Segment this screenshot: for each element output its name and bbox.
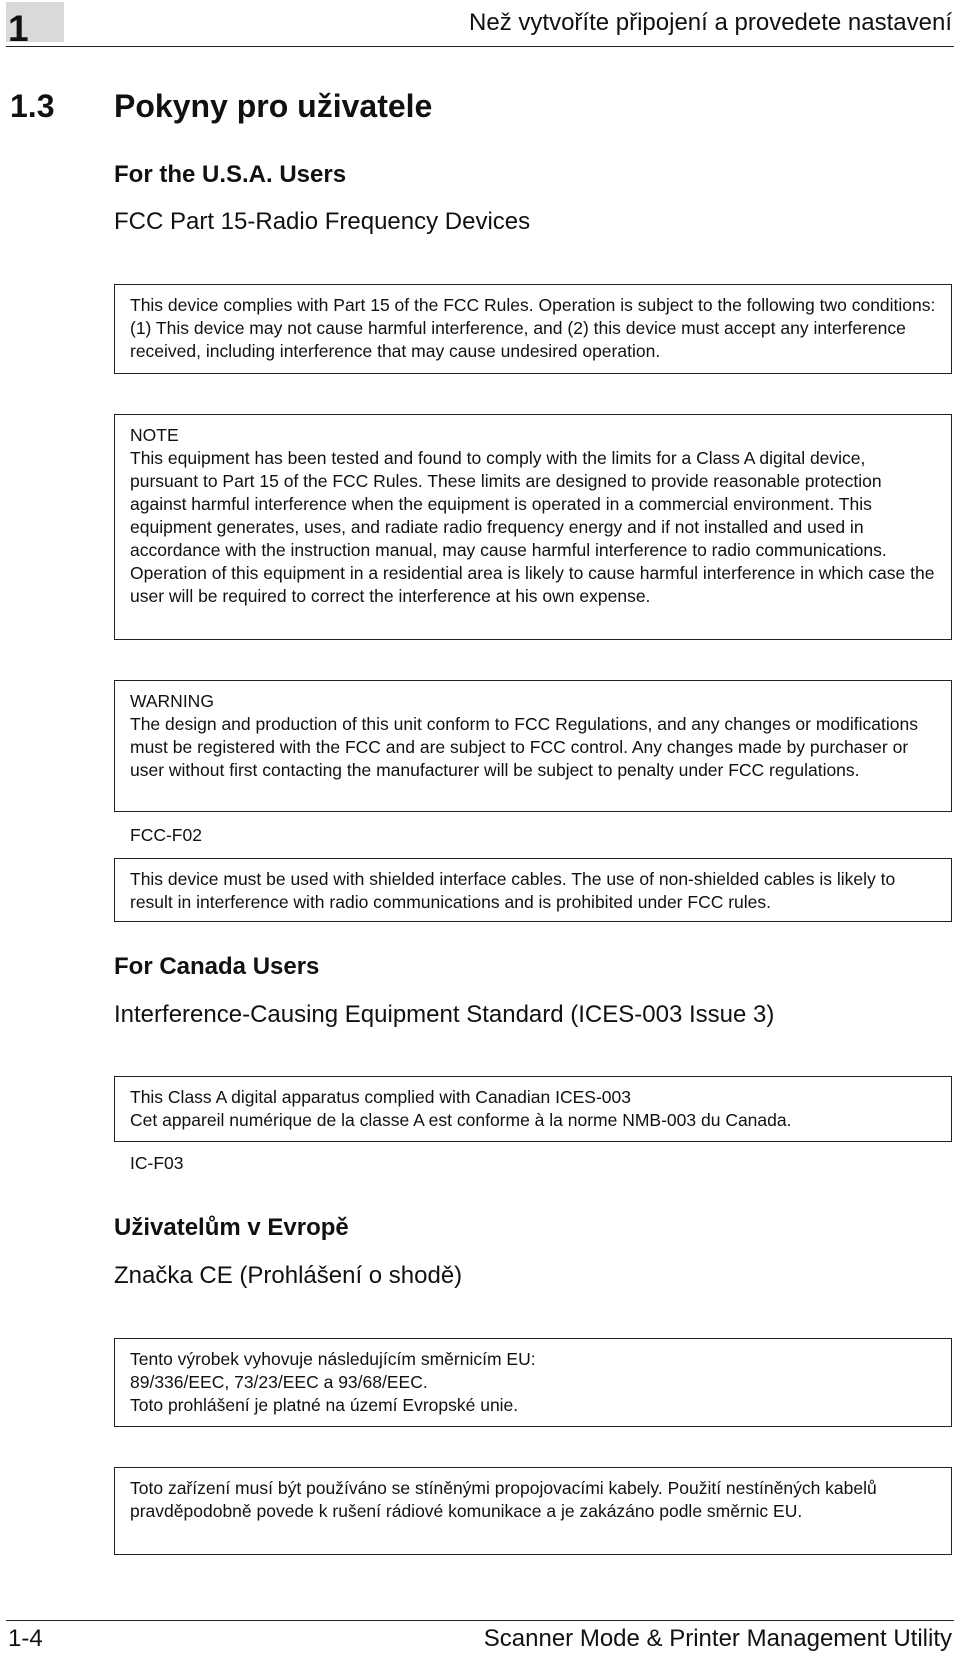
eu-cable-box — [114, 1467, 952, 1555]
eu-cable-text: Toto zařízení musí být používáno se stíněnými propojovacími kabely. Použití nestíněných kabelů pravděpodobně povede k rušení rádiové komunikace a je zakázáno podle směrnic EU. — [130, 1478, 877, 1521]
note-text-residential: Operation of this equipment in a residential area is likely to cause harmful interference in which case the user will be required to correct the interference at his own expense. — [130, 563, 935, 606]
warning-box — [114, 680, 952, 812]
usa-subheading: FCC Part 15-Radio Frequency Devices — [114, 208, 531, 235]
canada-heading: For Canada Users — [114, 953, 320, 980]
section-title: Pokyny pro uživatele — [114, 88, 433, 124]
footer-divider — [6, 1620, 954, 1621]
chapter-number: 1 — [8, 8, 29, 49]
fcc-compliance-box — [114, 284, 952, 374]
note-text: This equipment has been tested and found to comply with the limits for a Class A digital device, pursuant to Part 15 of the FCC Rules. These limits are designed to provide reasonable protection against harmful interference when the equipment is operated in a commercial environment. This equipment generates, uses, and radiate radio frequency energy and if not installed and used in accordance with the instruction manual, may cause harmful interference to radio communications. — [130, 448, 887, 560]
canada-subheading: Interference-Causing Equipment Standard (ICES-003 Issue 3) — [114, 1001, 775, 1028]
note-label: NOTE — [130, 425, 179, 445]
running-footer-title: Scanner Mode & Printer Management Utility — [483, 1625, 952, 1652]
note-box — [114, 414, 952, 640]
canada-code: IC-F03 — [130, 1153, 184, 1173]
usa-heading: For the U.S.A. Users — [114, 161, 347, 188]
ce-line-directives-intro: Tento výrobek vyhovuje následujícím směrnicím EU: — [130, 1349, 536, 1369]
canada-line-english: This Class A digital apparatus complied with Canadian ICES-003 — [130, 1087, 631, 1107]
page-number: 1-4 — [8, 1625, 43, 1652]
fcc-cable-box — [114, 858, 952, 922]
ce-declaration-box — [114, 1338, 952, 1427]
europe-subheading: Značka CE (Prohlášení o shodě) — [114, 1262, 463, 1289]
canada-line-french: Cet appareil numérique de la classe A est conforme à la norme NMB-003 du Canada. — [130, 1110, 792, 1130]
fcc-cable-text: This device must be used with shielded interface cables. The use of non-shielded cables is likely to result in interference with radio communications and is prohibited under FCC rules. — [130, 869, 896, 912]
fcc-code: FCC-F02 — [130, 825, 202, 845]
section-number: 1.3 — [10, 88, 55, 124]
fcc-compliance-text: This device complies with Part 15 of the FCC Rules. Operation is subject to the following two conditions: (1) This device may not cause harmful interference, and (2) this device must accept any interference received, including interference that may cause undesired operation. — [130, 295, 936, 361]
ce-line-directives: 89/336/EEC, 73/23/EEC a 93/68/EEC. — [130, 1372, 428, 1392]
europe-heading: Uživatelům v Evropě — [114, 1214, 349, 1241]
canada-box — [114, 1076, 952, 1142]
header-divider — [6, 46, 954, 47]
ce-line-validity: Toto prohlášení je platné na území Evropské unie. — [130, 1395, 519, 1415]
running-header-title: Než vytvoříte připojení a provedete nastavení — [469, 9, 952, 36]
warning-text: The design and production of this unit conform to FCC Regulations, and any changes or modifications must be registered with the FCC and are subject to FCC control. Any changes made by purchaser or user without first contacting the manufacturer will be subject to penalty under FCC regulations. — [130, 714, 918, 780]
warning-label: WARNING — [130, 691, 214, 711]
